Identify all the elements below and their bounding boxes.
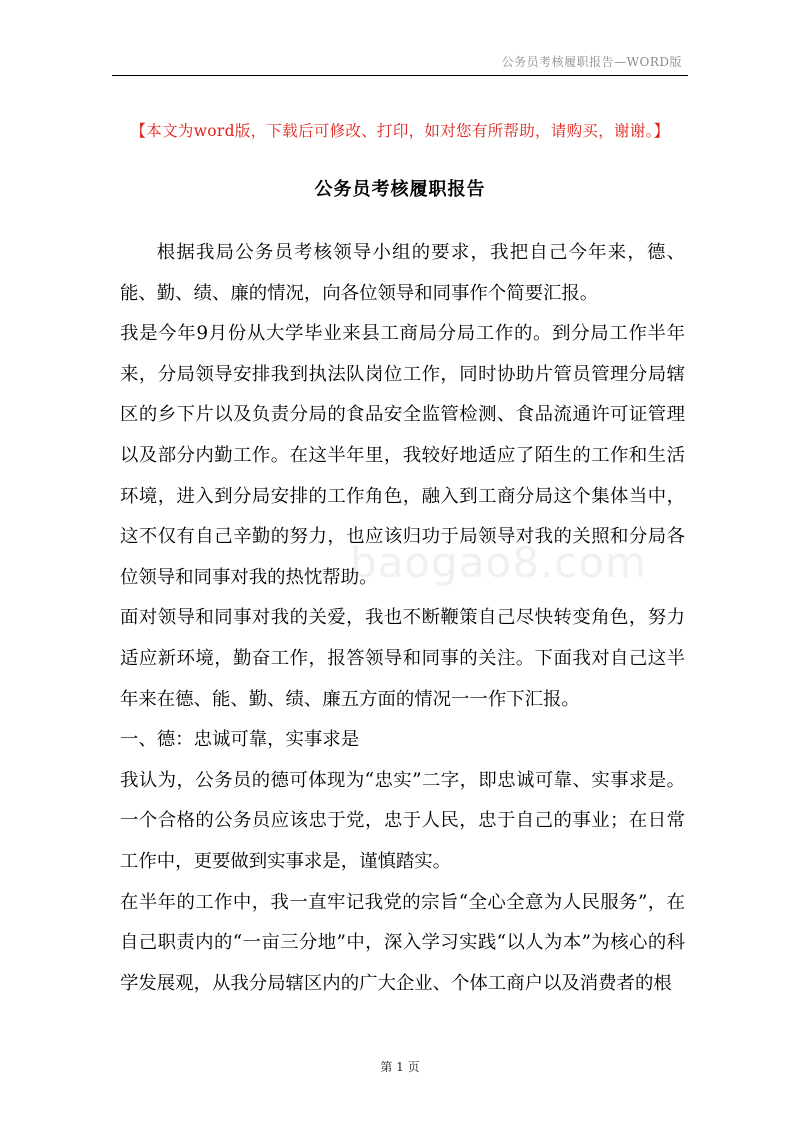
document-body [120, 233, 685, 1004]
paragraph-intro: 根据我局公务员考核领导小组的要求，我把自己今年来，德、能、勤、绩、廉的情况，向各位领导和同事作个简要汇报。 [120, 242, 685, 304]
document-title: 公务员考核履职报告 [314, 179, 486, 200]
section-heading-virtue: 一、德：忠诚可靠，实事求是 [120, 729, 360, 751]
download-notice: 【本文为word版，下载后可修改、打印，如对您有所帮助，请购买，谢谢。】 [130, 122, 670, 140]
paragraph-background: 我是今年9月份从大学毕业来县工商局分局工作的。到分局工作半年来，分局领导安排我到执法队岗位工作，同时协助片管员管理分局辖区的乡下片以及负责分局的食品安全监管检测、食品流通许可证管理以及部分内勤工作。在这半年里，我较好地适应了陌生的工作和生活环境，进入到分局安排的工作角色，融入到工商分局这个集体当中，这不仅有自己辛勤的努力，也应该归功于局领导对我的关照和分局各位领导和同事对我的热忱帮助。 [120, 323, 685, 588]
header-divider [112, 75, 688, 76]
paragraph-commitment: 面对领导和同事对我的关爱，我也不断鞭策自己尽快转变角色，努力适应新环境，勤奋工作，报答领导和同事的关注。下面我对自己这半年来在德、能、勤、绩、廉五方面的情况一一作下汇报。 [120, 607, 685, 710]
page-number: 第 1 页 [380, 1060, 420, 1074]
paragraph-virtue: 我认为，公务员的德可体现为“忠实”二字，即忠诚可靠、实事求是。一个合格的公务员应该忠于党，忠于人民，忠于自己的事业；在日常工作中，更要做到实事求是，谨慎踏实。 [120, 769, 685, 872]
watermark: baogao8.com [350, 538, 647, 587]
paragraph-work: 在半年的工作中，我一直牢记我党的宗旨“全心全意为人民服务”，在自己职责内的“一亩三分地”中，深入学习实践“以人为本”为核心的科学发展观，从我分局辖区内的广大企业、个体工商户以及消费者的根 [120, 891, 685, 994]
running-header: 公务员考核履职报告—WORD版 [501, 55, 682, 69]
